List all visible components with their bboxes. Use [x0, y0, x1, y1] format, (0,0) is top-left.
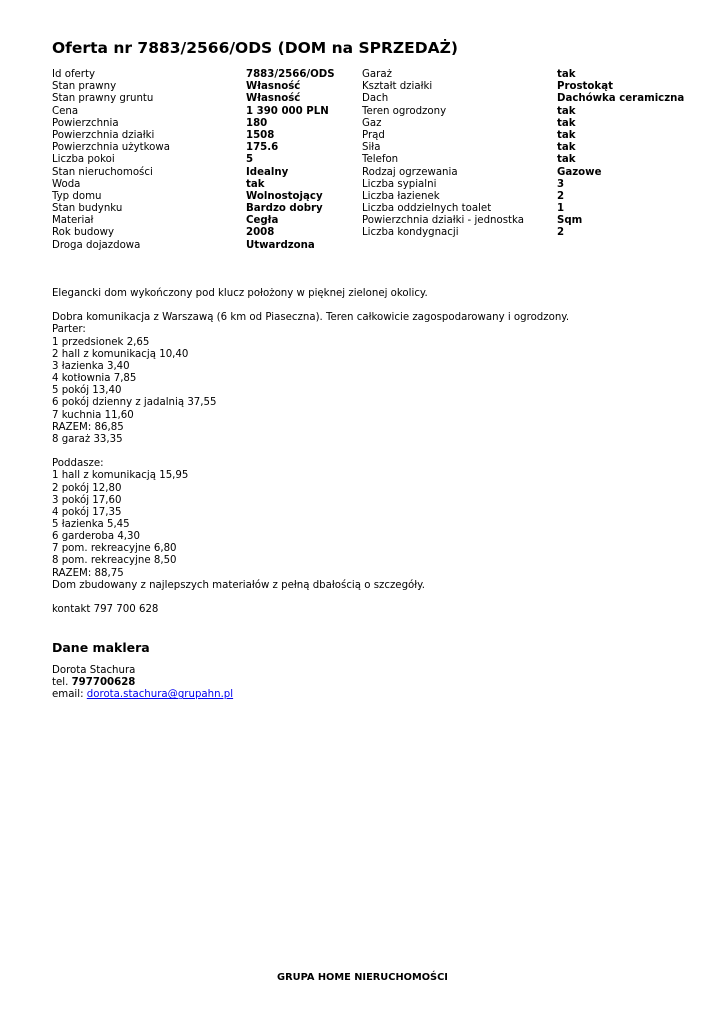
- properties-left-column: [52, 69, 352, 252]
- property-row: [52, 81, 352, 93]
- property-value: Wolnostojący: [246, 190, 323, 202]
- property-value: Własność: [246, 93, 301, 105]
- property-label: Materiał: [52, 215, 94, 227]
- property-value: tak: [557, 154, 576, 166]
- broker-name: Dorota Stachura: [52, 665, 136, 676]
- property-row: [52, 191, 352, 203]
- property-row: [52, 179, 352, 191]
- property-row: [362, 203, 702, 215]
- property-row: [52, 106, 352, 118]
- property-label: Powierzchnia działki - jednostka: [362, 215, 524, 227]
- property-row: [362, 106, 702, 118]
- property-value: 2: [557, 227, 565, 239]
- property-value: tak: [557, 105, 576, 117]
- property-label: Garaż: [362, 69, 392, 80]
- property-value: 2: [557, 190, 565, 202]
- property-value: Sqm: [557, 215, 583, 227]
- property-row: [52, 154, 352, 166]
- property-label: Stan prawny: [52, 81, 117, 93]
- property-value: 180: [246, 117, 268, 129]
- property-label: Liczba sypialni: [362, 178, 437, 190]
- property-row: [52, 167, 352, 179]
- property-value: Dachówka ceramiczna: [557, 93, 685, 105]
- property-value: 7883/2566/ODS: [246, 69, 335, 80]
- property-value: 1: [557, 203, 565, 215]
- property-label: Kształt działki: [362, 81, 433, 93]
- property-label: Stan budynku: [52, 203, 123, 215]
- property-row: [362, 215, 702, 227]
- property-value: Bardzo dobry: [246, 203, 323, 215]
- property-value: Cegła: [246, 215, 279, 227]
- property-row: [52, 203, 352, 215]
- property-row: [52, 240, 352, 252]
- properties-right-column: [362, 69, 702, 240]
- page-title: Oferta nr 7883/2566/ODS (DOM na SPRZEDAŻ): [52, 39, 458, 57]
- property-label: Rodzaj ogrzewania: [362, 166, 458, 178]
- property-value: Idealny: [246, 166, 289, 178]
- property-row: [52, 118, 352, 130]
- property-value: 5: [246, 154, 254, 166]
- property-row: [362, 191, 702, 203]
- footer-company-name: GRUPA HOME NIERUCHOMOŚCI: [277, 972, 448, 983]
- property-row: [362, 130, 702, 142]
- property-value: Utwardzona: [246, 239, 315, 251]
- broker-details: [52, 665, 233, 702]
- property-value: 1 390 000 PLN: [246, 105, 329, 117]
- property-label: Powierzchnia działki: [52, 129, 155, 141]
- property-value: 3: [557, 178, 565, 190]
- property-row: [52, 227, 352, 239]
- property-row: [362, 69, 702, 81]
- broker-email-link[interactable]: dorota.stachura@grupahn.pl: [86, 689, 234, 701]
- property-row: [362, 118, 702, 130]
- property-label: Gaz: [362, 117, 382, 129]
- property-row: [362, 142, 702, 154]
- property-row: [362, 93, 702, 105]
- property-label: Rok budowy: [52, 227, 114, 239]
- property-value: Gazowe: [557, 166, 602, 178]
- property-value: tak: [557, 142, 576, 154]
- property-label: Prąd: [362, 129, 385, 141]
- email-label: email:: [52, 689, 84, 701]
- broker-email-line: [52, 689, 233, 701]
- property-label: Id oferty: [52, 69, 96, 80]
- property-label: Dach: [362, 93, 389, 105]
- property-value: tak: [557, 69, 576, 80]
- property-value: Prostokąt: [557, 81, 613, 93]
- property-row: [52, 130, 352, 142]
- property-label: Stan prawny gruntu: [52, 93, 154, 105]
- property-label: Teren ogrodzony: [362, 105, 447, 117]
- property-label: Stan nieruchomości: [52, 166, 153, 178]
- property-row: [362, 81, 702, 93]
- broker-heading: Dane maklera: [52, 640, 150, 655]
- property-row: [362, 167, 702, 179]
- property-row: [52, 215, 352, 227]
- property-label: Droga dojazdowa: [52, 239, 141, 251]
- property-label: Siła: [362, 142, 381, 154]
- property-label: Liczba łazienek: [362, 190, 440, 202]
- property-label: Woda: [52, 178, 81, 190]
- property-label: Typ domu: [52, 190, 102, 202]
- property-value: Własność: [246, 81, 301, 93]
- property-row: [52, 69, 352, 81]
- broker-phone: 797700628: [71, 677, 136, 689]
- property-row: [362, 227, 702, 239]
- property-value: 175.6: [246, 142, 279, 154]
- property-value: tak: [557, 129, 576, 141]
- property-label: Cena: [52, 105, 79, 117]
- property-label: Liczba oddzielnych toalet: [362, 203, 492, 215]
- property-label: Liczba kondygnacji: [362, 227, 459, 239]
- property-value: 1508: [246, 129, 275, 141]
- property-value: 2008: [246, 227, 275, 239]
- property-row: [52, 142, 352, 154]
- broker-phone-line: [52, 677, 233, 689]
- property-label: Powierzchnia: [52, 117, 119, 129]
- phone-label: tel.: [52, 677, 69, 689]
- property-value: tak: [557, 117, 576, 129]
- property-row: [362, 154, 702, 166]
- property-label: Powierzchnia użytkowa: [52, 142, 170, 154]
- property-row: [362, 179, 702, 191]
- property-label: Liczba pokoi: [52, 154, 115, 166]
- offer-description: Elegancki dom wykończony pod klucz położony w pięknej zielonej okolicy. Dobra komunikacja z Warszawą (6 km od Piaseczna). Teren całkowicie zagospodarowany i ogrodzony. Parter: 1 przedsionek 2,65 2 hall z komunikacją 10,40 3 łazienka 3,40 4 kotłownia 7,85 5 pokój 13,40 6 pokój dzienny z jadalnią 37,55 7 kuchnia 11,60 RAZEM: 86,85 8 garaż 33,35 Poddasze: 1 hall z komunikacją 15,95 2 pokój 12,80 3 pokój 17,60 4 pokój 17,35 5 łazienka 5,45 6 garderoba 4,30 7 pom. rekreacyjne 6,80 8 pom. rekreacyjne 8,50 RAZEM: 88,75 Dom zbudowany z najlepszych materiałów z pełną dbałością o szczegóły. kontakt 797 700 628: [52, 288, 570, 616]
- property-label: Telefon: [362, 154, 399, 166]
- property-value: tak: [246, 178, 265, 190]
- property-row: [52, 93, 352, 105]
